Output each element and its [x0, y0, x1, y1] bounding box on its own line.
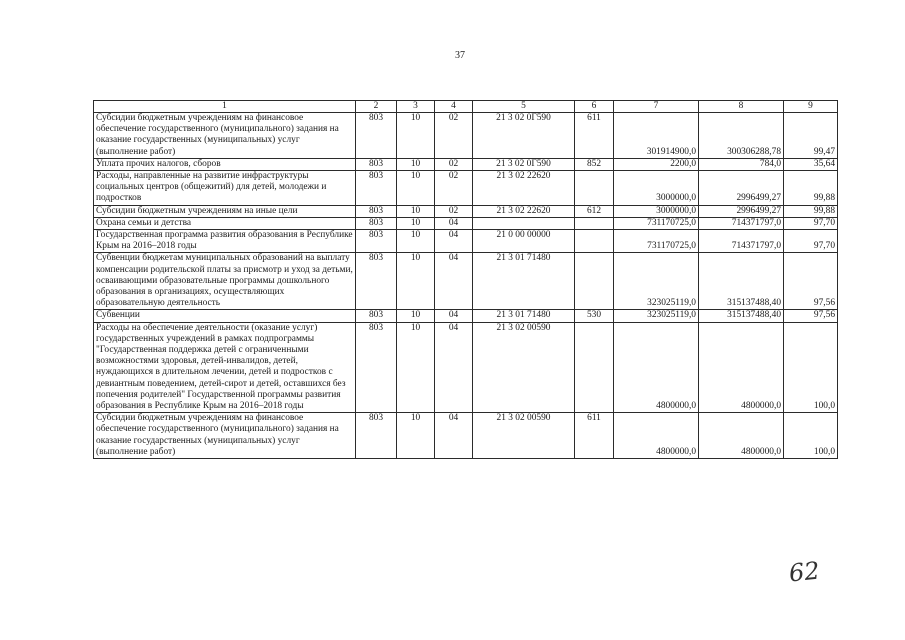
row-description: Расходы на обеспечение деятельности (оказание услуг) государственных учреждений в рамках подпрограммы "Государственная поддержка детей с ограниченными возможностями здоровья, детей-инвалидов, детей, нуждающихся в длительном лечении, детей и подростков с девиантным поведением, детей-сирот и детей, оставшихся без попечения родителей" Государственной программы развития образования в Республике Крым на 2016–2018 годы — [94, 322, 356, 413]
cell-gp: 803 — [356, 205, 397, 217]
cell-gp: 803 — [356, 322, 397, 413]
cell-planned-amount: 323025119,0 — [614, 310, 699, 322]
row-description: Субвенции бюджетам муниципальных образований на выплату компенсации родительской платы за присмотр и уход за детьми, осваивающими образовательные программы дошкольного образования в организациях, осуществляющих образовательную деятельность — [94, 253, 356, 310]
page-number: 37 — [455, 50, 465, 61]
cell-target-article: 21 3 02 00590 — [473, 413, 575, 459]
cell-target-article: 21 3 02 0Г590 — [473, 158, 575, 170]
header-cell: 3 — [397, 101, 435, 113]
cell-gp: 803 — [356, 158, 397, 170]
cell-planned-amount: 731170725,0 — [614, 230, 699, 253]
cell-gp: 803 — [356, 171, 397, 206]
cell-planned-amount: 4800000,0 — [614, 322, 699, 413]
cell-subsection: 02 — [435, 158, 473, 170]
budget-table — [93, 100, 838, 459]
cell-target-article: 21 3 02 22620 — [473, 205, 575, 217]
header-cell: 8 — [699, 101, 784, 113]
row-description: Уплата прочих налогов, сборов — [94, 158, 356, 170]
cell-subsection: 02 — [435, 113, 473, 159]
cell-section: 10 — [397, 158, 435, 170]
cell-target-article: 21 3 01 71480 — [473, 310, 575, 322]
cell-percent-executed: 97,70 — [784, 230, 838, 253]
cell-subsection: 04 — [435, 322, 473, 413]
cell-executed-amount: 2996499,27 — [699, 205, 784, 217]
cell-executed-amount: 315137488,40 — [699, 310, 784, 322]
cell-subsection: 04 — [435, 253, 473, 310]
cell-expense-type: 612 — [575, 205, 614, 217]
row-description: Расходы, направленные на развитие инфраструктуры социальных центров (общежитий) для детей, молодежи и подростков — [94, 171, 356, 206]
cell-section: 10 — [397, 253, 435, 310]
cell-expense-type — [575, 230, 614, 253]
cell-subsection: 04 — [435, 413, 473, 459]
cell-target-article: 21 3 02 22620 — [473, 171, 575, 206]
cell-target-article: 21 3 02 0Г590 — [473, 113, 575, 159]
table-row — [94, 205, 838, 217]
row-description: Субсидии бюджетным учреждениям на иные цели — [94, 205, 356, 217]
cell-percent-executed: 35,64 — [784, 158, 838, 170]
cell-planned-amount: 301914900,0 — [614, 113, 699, 159]
row-description: Субсидии бюджетным учреждениям на финансовое обеспечение государственного (муниципального) задания на оказание государственных (муниципальных) услуг (выполнение работ) — [94, 113, 356, 159]
cell-percent-executed: 100,0 — [784, 322, 838, 413]
cell-gp: 803 — [356, 113, 397, 159]
cell-percent-executed: 99,88 — [784, 171, 838, 206]
cell-gp: 803 — [356, 217, 397, 229]
cell-gp: 803 — [356, 230, 397, 253]
cell-gp: 803 — [356, 310, 397, 322]
cell-subsection: 02 — [435, 171, 473, 206]
header-cell: 6 — [575, 101, 614, 113]
cell-expense-type: 611 — [575, 413, 614, 459]
cell-expense-type — [575, 217, 614, 229]
cell-section: 10 — [397, 310, 435, 322]
cell-gp: 803 — [356, 413, 397, 459]
cell-planned-amount: 323025119,0 — [614, 253, 699, 310]
cell-planned-amount: 4800000,0 — [614, 413, 699, 459]
cell-executed-amount: 4800000,0 — [699, 413, 784, 459]
cell-section: 10 — [397, 322, 435, 413]
table-row — [94, 217, 838, 229]
cell-section: 10 — [397, 230, 435, 253]
cell-percent-executed: 97,56 — [784, 310, 838, 322]
cell-subsection: 04 — [435, 310, 473, 322]
cell-target-article: 21 3 02 00590 — [473, 322, 575, 413]
cell-expense-type: 611 — [575, 113, 614, 159]
cell-executed-amount: 2996499,27 — [699, 171, 784, 206]
cell-section: 10 — [397, 217, 435, 229]
header-cell: 7 — [614, 101, 699, 113]
cell-target-article: 21 0 00 00000 — [473, 230, 575, 253]
cell-subsection: 04 — [435, 217, 473, 229]
cell-section: 10 — [397, 113, 435, 159]
cell-planned-amount: 731170725,0 — [614, 217, 699, 229]
cell-expense-type: 530 — [575, 310, 614, 322]
row-description: Государственная программа развития образования в Республике Крым на 2016–2018 годы — [94, 230, 356, 253]
row-description: Охрана семьи и детства — [94, 217, 356, 229]
table-row — [94, 322, 838, 413]
header-cell: 5 — [473, 101, 575, 113]
cell-executed-amount: 784,0 — [699, 158, 784, 170]
cell-percent-executed: 99,47 — [784, 113, 838, 159]
header-cell: 9 — [784, 101, 838, 113]
cell-expense-type — [575, 322, 614, 413]
cell-subsection: 04 — [435, 230, 473, 253]
header-cell: 4 — [435, 101, 473, 113]
cell-planned-amount: 2200,0 — [614, 158, 699, 170]
cell-executed-amount: 315137488,40 — [699, 253, 784, 310]
cell-subsection: 02 — [435, 205, 473, 217]
cell-percent-executed: 97,56 — [784, 253, 838, 310]
table-row — [94, 253, 838, 310]
cell-section: 10 — [397, 205, 435, 217]
table-row — [94, 413, 838, 459]
cell-gp: 803 — [356, 253, 397, 310]
cell-executed-amount: 4800000,0 — [699, 322, 784, 413]
table-row — [94, 230, 838, 253]
header-cell: 1 — [94, 101, 356, 113]
cell-target-article: 21 3 01 71480 — [473, 253, 575, 310]
cell-expense-type: 852 — [575, 158, 614, 170]
table-row — [94, 113, 838, 159]
cell-section: 10 — [397, 413, 435, 459]
cell-section: 10 — [397, 171, 435, 206]
cell-percent-executed: 100,0 — [784, 413, 838, 459]
cell-target-article — [473, 217, 575, 229]
table-row — [94, 171, 838, 206]
cell-expense-type — [575, 171, 614, 206]
table-row — [94, 310, 838, 322]
cell-planned-amount: 3000000,0 — [614, 205, 699, 217]
header-row — [94, 101, 838, 113]
cell-percent-executed: 97,70 — [784, 217, 838, 229]
row-description: Субвенции — [94, 310, 356, 322]
handwritten-page-number: 62 — [787, 556, 821, 588]
cell-percent-executed: 99,88 — [784, 205, 838, 217]
header-cell: 2 — [356, 101, 397, 113]
cell-expense-type — [575, 253, 614, 310]
cell-planned-amount: 3000000,0 — [614, 171, 699, 206]
table-row — [94, 158, 838, 170]
cell-executed-amount: 714371797,0 — [699, 230, 784, 253]
row-description: Субсидии бюджетным учреждениям на финансовое обеспечение государственного (муниципального) задания на оказание государственных (муниципальных) услуг (выполнение работ) — [94, 413, 356, 459]
cell-executed-amount: 300306288,78 — [699, 113, 784, 159]
cell-executed-amount: 714371797,0 — [699, 217, 784, 229]
